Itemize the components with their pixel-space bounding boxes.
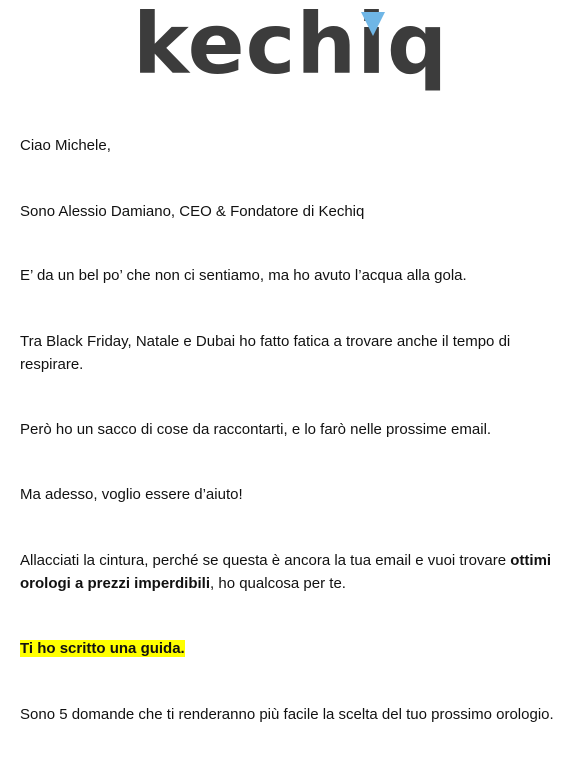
intro-paragraph: Sono Alessio Damiano, CEO & Fondatore di Kechiq xyxy=(20,203,365,220)
paragraph-4: Ma adesso, voglio essere d’aiuto! xyxy=(20,486,243,503)
paragraph-5 xyxy=(20,549,560,595)
highlight-paragraph xyxy=(20,637,560,660)
paragraph-5-text-b: , ho qualcosa per te. xyxy=(210,575,346,592)
paragraph-6: Sono 5 domande che ti renderanno più facile la scelta del tuo prossimo orologio. xyxy=(20,706,554,723)
paragraph-5-text-a: Allacciati la cintura, perché se questa è ancora la tua email e vuoi trovare xyxy=(20,552,511,569)
paragraph-3: Però ho un sacco di cose da raccontarti, e lo farò nelle prossime email. xyxy=(20,421,492,438)
logo-triangle-icon xyxy=(361,12,385,36)
paragraph-2: Tra Black Friday, Natale e Dubai ho fatto fatica a trovare anche il tempo di respirare. xyxy=(20,333,511,373)
highlighted-text: Ti ho scritto una guida. xyxy=(20,640,185,657)
email-header xyxy=(0,0,580,110)
paragraph-1: E’ da un bel po’ che non ci sentiamo, ma ho avuto l’acqua alla gola. xyxy=(20,267,467,284)
greeting: Ciao Michele, xyxy=(20,137,111,154)
paragraph-5-bold: ottimi orologi a prezzi imperdibili xyxy=(20,552,552,592)
kechiq-logo: kechiq xyxy=(133,0,449,93)
